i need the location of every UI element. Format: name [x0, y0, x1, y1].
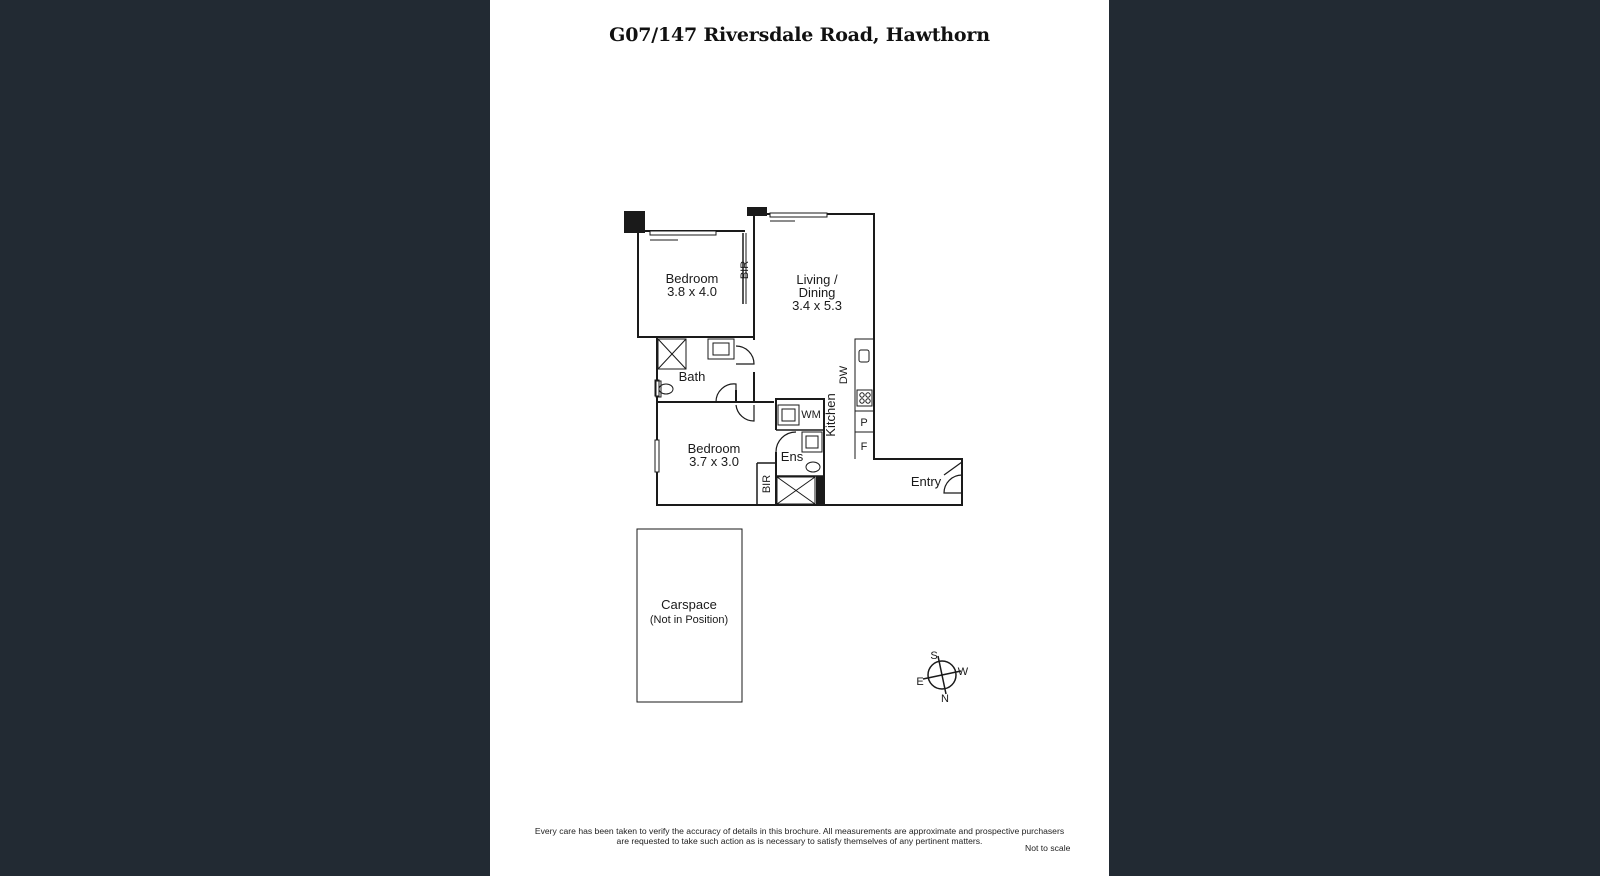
- bedroom-1-sliding-door: [650, 231, 716, 235]
- bath-door-swing: [736, 346, 754, 364]
- compass-w: W: [957, 666, 969, 678]
- column-block-3: [816, 476, 825, 505]
- living-label-line2: Dining: [798, 285, 836, 300]
- bath-basin: [713, 343, 729, 355]
- ensuite-label: Ens: [780, 449, 804, 464]
- washing-machine-box: [778, 405, 799, 425]
- dw-label: DW: [838, 365, 850, 385]
- washing-machine-inner: [782, 409, 795, 421]
- bedroom-2-label: Bedroom: [687, 441, 741, 456]
- ensuite-basin-inner: [806, 436, 818, 448]
- property-address-title: G07/147 Riversdale Road, Hawthorn: [609, 24, 990, 46]
- compass-s: S: [930, 650, 938, 662]
- fridge-label: F: [860, 441, 868, 453]
- not-to-scale-note: Not to scale: [1025, 843, 1071, 853]
- living-sliding-door: [770, 213, 827, 217]
- bath-inner-door: [716, 384, 736, 402]
- floor-plan-drawing: [490, 0, 1109, 876]
- kitchen-sink: [859, 350, 869, 362]
- disclaimer-line-1: Every care has been taken to verify the accuracy of details in this brochure. All measurements are approximate and prospective purchasers: [534, 826, 1065, 836]
- column-block-1: [624, 211, 645, 233]
- bath-label: Bath: [678, 369, 706, 384]
- ensuite-basin: [802, 432, 822, 452]
- column-block-2: [747, 207, 767, 216]
- living-size: 3.4 x 5.3: [792, 298, 842, 313]
- compass-icon: [923, 656, 961, 694]
- entry-door-swing: [944, 475, 962, 493]
- bedroom-1-size: 3.8 x 4.0: [667, 284, 717, 299]
- carspace-label: Carspace: [661, 597, 717, 612]
- floor-plan-sheet: [490, 0, 1109, 876]
- compass-e: E: [916, 676, 924, 688]
- bath-vanity: [708, 339, 734, 359]
- entry-label: Entry: [910, 474, 942, 489]
- bir-1-label: BIR: [739, 260, 751, 280]
- ensuite-toilet: [806, 462, 820, 472]
- living-label-line1: Living /: [796, 272, 838, 287]
- carspace-note: (Not in Position): [649, 614, 729, 626]
- disclaimer-text: [490, 827, 1109, 846]
- bir-2-label: BIR: [761, 474, 773, 494]
- bedroom-2-size: 3.7 x 3.0: [689, 454, 739, 469]
- bedroom-2-door-swing: [736, 405, 754, 421]
- pantry-label: P: [860, 417, 868, 429]
- bedroom-2-window: [655, 440, 659, 472]
- bedroom-1-label: Bedroom: [665, 271, 719, 286]
- entry-door-leaf: [944, 462, 962, 475]
- disclaimer-line-2: are requested to take such action as is necessary to satisfy themselves of any pertinent matters.: [616, 835, 983, 846]
- kitchen-label: Kitchen: [823, 393, 838, 437]
- kitchen-cooktop: [857, 390, 872, 406]
- compass-n: N: [941, 693, 949, 705]
- wm-label: WM: [801, 409, 821, 421]
